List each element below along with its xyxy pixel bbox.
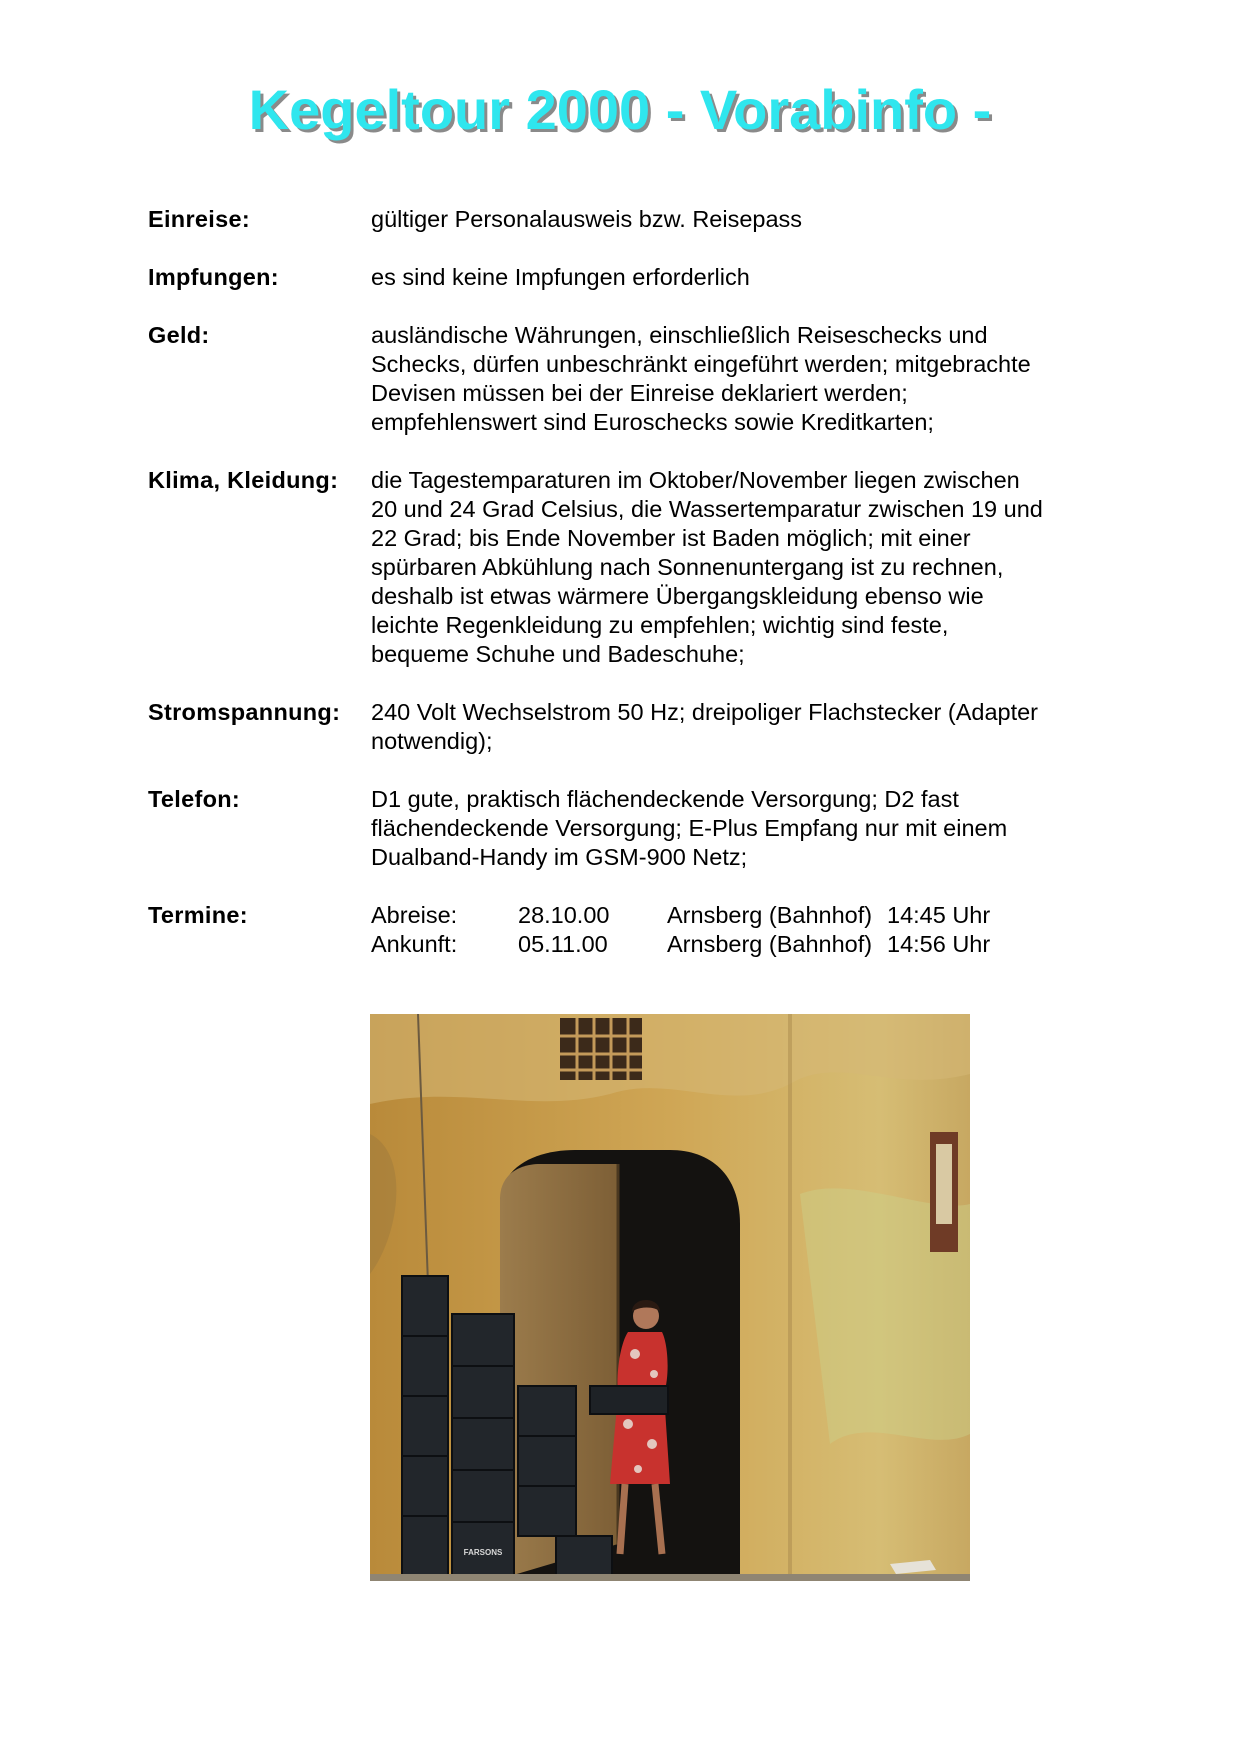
text-line: es sind keine Impfungen erforderlich bbox=[371, 264, 750, 290]
text-line: 20 und 24 Grad Celsius, die Wassertemparatur zwischen 19 und bbox=[371, 496, 1043, 522]
termine-date: 28.10.00 bbox=[518, 902, 610, 928]
section-stromspannung bbox=[148, 698, 1108, 756]
text-line: notwendig); bbox=[371, 728, 493, 754]
text-line: Devisen müssen bei der Einreise deklariert werden; bbox=[371, 380, 908, 406]
section-label: Geld: bbox=[148, 322, 210, 348]
termine-table bbox=[371, 901, 1108, 959]
termine-type: Abreise: bbox=[371, 902, 458, 928]
wall-shrine-inner bbox=[936, 1144, 952, 1224]
section-text bbox=[371, 263, 1108, 292]
section-text bbox=[371, 466, 1108, 669]
section-impfungen bbox=[148, 263, 1108, 292]
text-line: die Tagestemparaturen im Oktober/November liegen zwischen bbox=[371, 467, 1020, 493]
section-text bbox=[371, 785, 1108, 872]
ground bbox=[370, 1574, 970, 1581]
text-line: 22 Grad; bis Ende November ist Baden möglich; mit einer bbox=[371, 525, 971, 551]
text-line: ausländische Währungen, einschließlich Reiseschecks und bbox=[371, 322, 988, 348]
section-text bbox=[371, 321, 1108, 437]
text-line: Schecks, dürfen unbeschränkt eingeführt werden; mitgebrachte bbox=[371, 351, 1031, 377]
section-label: Impfungen: bbox=[148, 264, 279, 290]
termine-place: Arnsberg (Bahnhof) bbox=[667, 902, 873, 928]
section-label: Termine: bbox=[148, 902, 248, 928]
termine-time: 14:45 Uhr bbox=[887, 902, 991, 928]
text-line: spürbaren Abkühlung nach Sonnenuntergang ist zu rechnen, bbox=[371, 554, 1004, 580]
info-sections bbox=[148, 205, 1108, 988]
section-termine bbox=[148, 901, 1108, 959]
text-line: bequeme Schuhe und Badeschuhe; bbox=[371, 641, 745, 667]
text-line: Dualband-Handy im GSM-900 Netz; bbox=[371, 844, 748, 870]
text-line: 240 Volt Wechselstrom 50 Hz; dreipoliger Flachstecker (Adapter bbox=[371, 699, 1039, 725]
section-geld bbox=[148, 321, 1108, 437]
text-line: gültiger Personalausweis bzw. Reisepass bbox=[371, 206, 803, 232]
section-einreise bbox=[148, 205, 1108, 234]
page-title: Kegeltour 2000 - Vorabinfo - bbox=[248, 78, 992, 141]
termine-place: Arnsberg (Bahnhof) bbox=[667, 931, 873, 957]
section-text bbox=[371, 205, 1108, 234]
page-fold bbox=[788, 1014, 792, 1581]
text-line: deshalb ist etwas wärmere Übergangskleidung ebenso wie bbox=[371, 583, 984, 609]
termine-time: 14:56 Uhr bbox=[887, 931, 991, 957]
text-line: leichte Regenkleidung zu empfehlen; wichtig sind feste, bbox=[371, 612, 949, 638]
section-klima-kleidung bbox=[148, 466, 1108, 669]
text-line: flächendeckende Versorgung; E-Plus Empfang nur mit einem bbox=[371, 815, 1008, 841]
section-telefon bbox=[148, 785, 1108, 872]
carried-crate bbox=[590, 1386, 668, 1414]
text-line: empfehlenswert sind Euroschecks sowie Kreditkarten; bbox=[371, 409, 934, 435]
doorway-photo bbox=[370, 1014, 970, 1581]
termine-type: Ankunft: bbox=[371, 931, 458, 957]
section-label: Klima, Kleidung: bbox=[148, 467, 339, 493]
section-label: Einreise: bbox=[148, 206, 250, 232]
termine-date: 05.11.00 bbox=[518, 931, 608, 957]
text-line: D1 gute, praktisch flächendeckende Versorgung; D2 fast bbox=[371, 786, 959, 812]
crate-label: FARSONS bbox=[463, 1548, 503, 1557]
section-label: Telefon: bbox=[148, 786, 241, 812]
section-label: Stromspannung: bbox=[148, 699, 341, 725]
section-text bbox=[371, 698, 1108, 756]
